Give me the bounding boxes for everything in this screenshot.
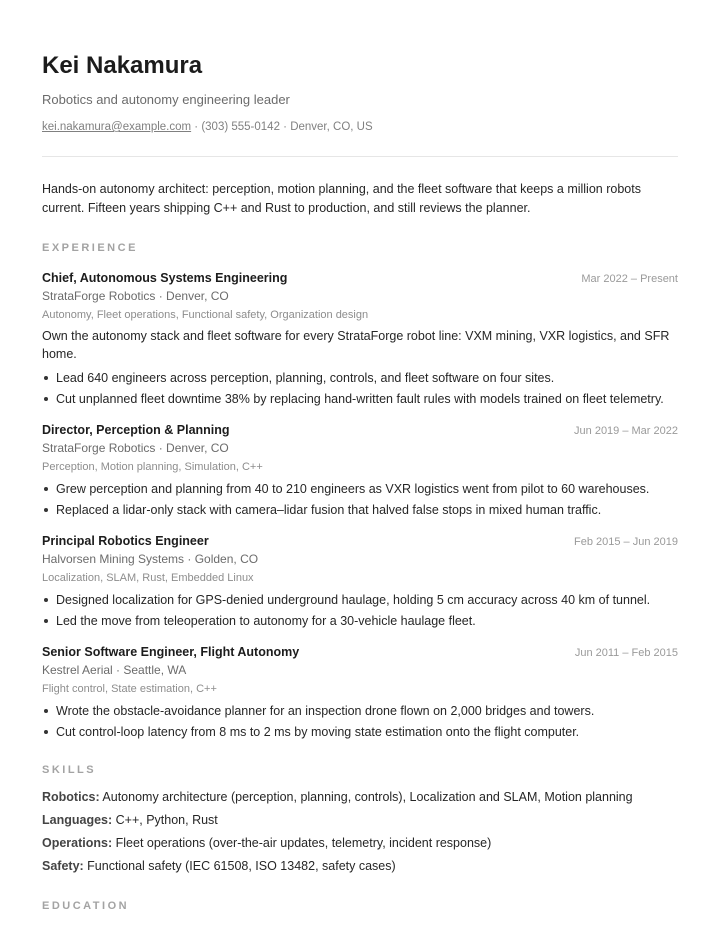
job-bullet-text: Wrote the obstacle-avoidance planner for an inspection drone flown on 2,000 bridges and towers. bbox=[56, 704, 595, 718]
job-bullet bbox=[42, 390, 678, 408]
job-tags: Perception, Motion planning, Simulation, C++ bbox=[42, 461, 263, 473]
job-title: Senior Software Engineer, Flight Autonomy bbox=[42, 645, 300, 659]
email-link[interactable]: kei.nakamura@example.com bbox=[42, 121, 192, 133]
skill-row bbox=[42, 835, 678, 852]
contact-line bbox=[42, 120, 678, 134]
job-organization: StrataForge Robotics · Denver, CO bbox=[42, 289, 229, 303]
job-entry bbox=[42, 644, 678, 741]
job-bullet-text: Replaced a lidar-only stack with camera–lidar fusion that halved false stops in mixed human traffic. bbox=[56, 503, 602, 517]
job-tags: Flight control, State estimation, C++ bbox=[42, 683, 217, 695]
headline: Robotics and autonomy engineering leader bbox=[42, 92, 290, 107]
bullet-dot-icon bbox=[44, 598, 48, 602]
job-bullet-text: Cut unplanned fleet downtime 38% by replacing hand-written fault rules with models trained on fleet telemetry. bbox=[56, 392, 664, 406]
job-header bbox=[42, 533, 678, 549]
skill-values: Autonomy architecture (perception, planning, controls), Localization and SLAM, Motion planning bbox=[99, 790, 633, 804]
skill-values: Fleet operations (over-the-air updates, telemetry, incident response) bbox=[112, 836, 492, 850]
job-organization: Halvorsen Mining Systems · Golden, CO bbox=[42, 552, 259, 566]
job-bullets bbox=[42, 702, 678, 741]
job-title: Director, Perception & Planning bbox=[42, 423, 230, 437]
job-title: Chief, Autonomous Systems Engineering bbox=[42, 271, 288, 285]
job-bullet bbox=[42, 369, 678, 387]
job-bullet-text: Cut control-loop latency from 8 ms to 2 ms by moving state estimation onto the flight computer. bbox=[56, 725, 580, 739]
job-title: Principal Robotics Engineer bbox=[42, 534, 209, 548]
bullet-dot-icon bbox=[44, 619, 48, 623]
skills-heading: SKILLS bbox=[42, 764, 97, 776]
skills-list bbox=[42, 789, 678, 875]
skill-values: Functional safety (IEC 61508, ISO 13482, safety cases) bbox=[83, 859, 396, 873]
skill-values: C++, Python, Rust bbox=[112, 813, 218, 827]
job-bullet bbox=[42, 480, 678, 498]
candidate-name: Kei Nakamura bbox=[42, 52, 203, 79]
job-bullet-text: Designed localization for GPS-denied underground haulage, holding 5 cm accuracy across 40 km of tunnel. bbox=[56, 593, 651, 607]
job-bullet-text: Grew perception and planning from 40 to 210 engineers as VXR logistics went from pilot to 60 warehouses. bbox=[56, 482, 650, 496]
job-organization: StrataForge Robotics · Denver, CO bbox=[42, 441, 229, 455]
job-tags: Autonomy, Fleet operations, Functional safety, Organization design bbox=[42, 309, 369, 321]
skill-category: Languages: bbox=[42, 813, 113, 827]
job-bullet-text: Lead 640 engineers across perception, planning, controls, and fleet software on four sites. bbox=[56, 371, 555, 385]
bullet-dot-icon bbox=[44, 397, 48, 401]
experience-list bbox=[42, 270, 678, 741]
job-header bbox=[42, 270, 678, 286]
job-description: Own the autonomy stack and fleet software for every StrataForge robot line: VXM mining, VXR logistics, and SFR home. bbox=[42, 329, 670, 361]
skill-row bbox=[42, 812, 678, 829]
job-bullet bbox=[42, 702, 678, 720]
job-bullet bbox=[42, 591, 678, 609]
skill-row bbox=[42, 789, 678, 806]
job-organization: Kestrel Aerial · Seattle, WA bbox=[42, 663, 187, 677]
job-dates: Mar 2022 – Present bbox=[581, 273, 678, 285]
job-bullets bbox=[42, 369, 678, 408]
skill-row bbox=[42, 858, 678, 875]
job-bullet bbox=[42, 723, 678, 741]
job-dates: Feb 2015 – Jun 2019 bbox=[574, 536, 678, 548]
job-bullet bbox=[42, 612, 678, 630]
job-entry bbox=[42, 422, 678, 519]
bullet-dot-icon bbox=[44, 508, 48, 512]
bullet-dot-icon bbox=[44, 487, 48, 491]
job-entry bbox=[42, 270, 678, 408]
contact-details: · (303) 555-0142 · Denver, CO, US bbox=[191, 121, 373, 133]
education-heading: EDUCATION bbox=[42, 900, 130, 912]
bullet-dot-icon bbox=[44, 376, 48, 380]
header-divider bbox=[42, 156, 678, 157]
job-dates: Jun 2011 – Feb 2015 bbox=[574, 647, 678, 659]
experience-heading: EXPERIENCE bbox=[42, 242, 138, 254]
job-bullet-text: Led the move from teleoperation to autonomy for a 30-vehicle haulage fleet. bbox=[56, 614, 476, 628]
summary: Hands-on autonomy architect: perception, motion planning, and the fleet software that keeps a million robots current. Fifteen years shipping C++ and Rust to production, and still reviews the planner. bbox=[42, 182, 641, 215]
job-header bbox=[42, 644, 678, 660]
bullet-dot-icon bbox=[44, 709, 48, 713]
job-bullet bbox=[42, 501, 678, 519]
skill-category: Operations: bbox=[42, 836, 113, 850]
skill-category: Safety: bbox=[42, 859, 84, 873]
bullet-dot-icon bbox=[44, 730, 48, 734]
job-bullets bbox=[42, 591, 678, 630]
job-tags: Localization, SLAM, Rust, Embedded Linux bbox=[42, 572, 254, 584]
job-header bbox=[42, 422, 678, 438]
job-entry bbox=[42, 533, 678, 630]
skill-category: Robotics: bbox=[42, 790, 100, 804]
job-bullets bbox=[42, 480, 678, 519]
job-dates: Jun 2019 – Mar 2022 bbox=[574, 425, 678, 437]
